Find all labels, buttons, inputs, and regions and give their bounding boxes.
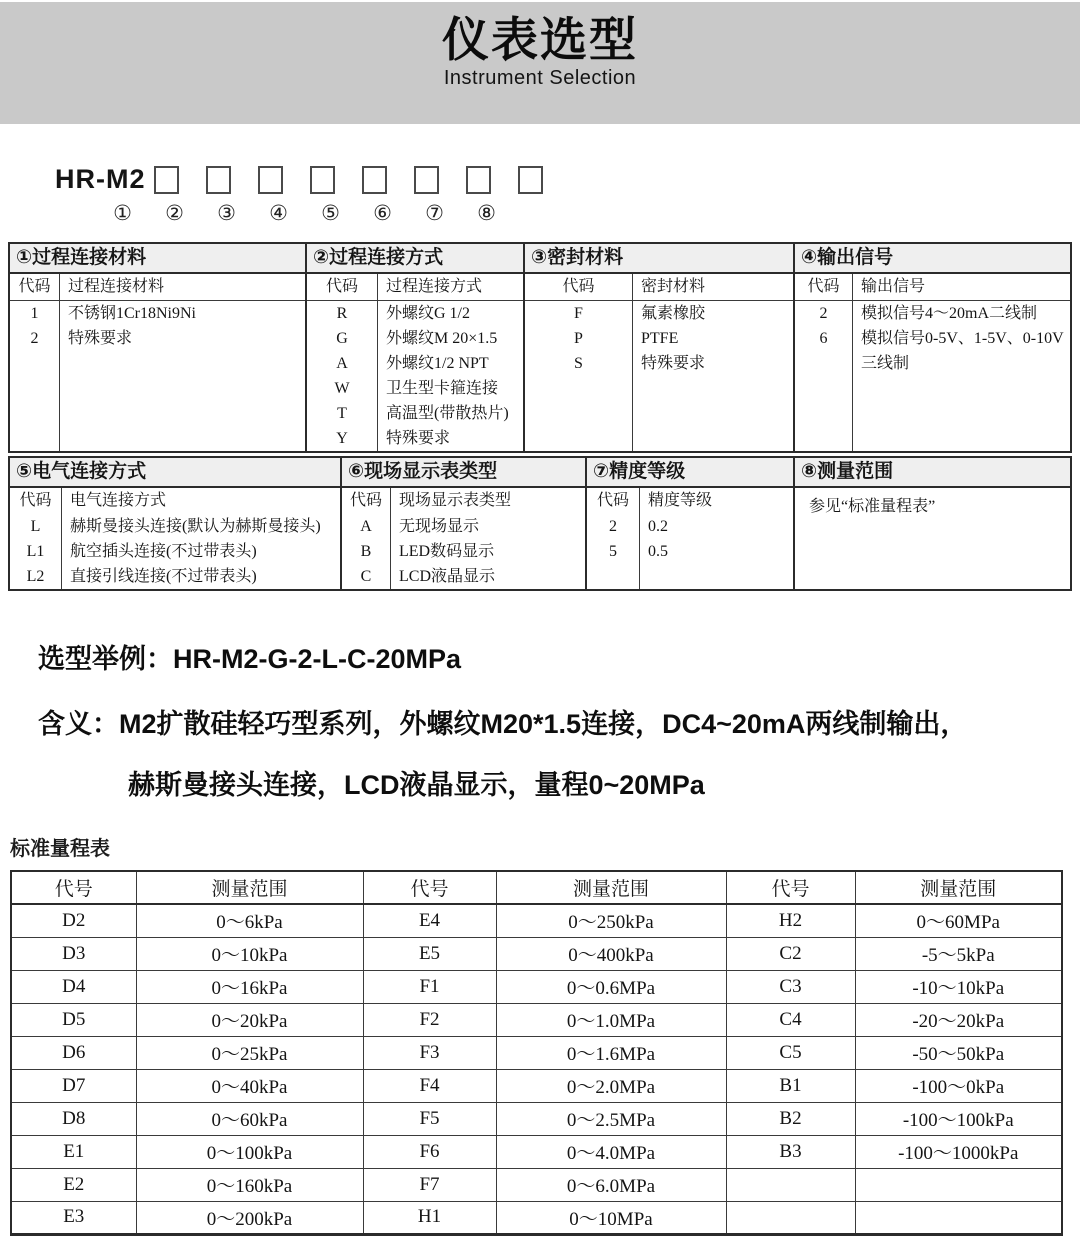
subheader-row xyxy=(587,488,793,514)
row-code: 6 xyxy=(819,330,828,347)
row-label: 外螺纹M 20×1.5 xyxy=(386,330,498,347)
cell: 0～400kPa xyxy=(496,937,726,970)
table-row xyxy=(11,1003,1062,1036)
section-body xyxy=(342,488,585,589)
table-row xyxy=(11,937,1062,970)
cell: 0～10MPa xyxy=(496,1201,726,1234)
cell: 0～40kPa xyxy=(136,1069,363,1102)
cell: B3 xyxy=(726,1135,855,1168)
label-header: 现场显示表类型 xyxy=(399,492,512,509)
cell: C4 xyxy=(726,1003,855,1036)
cell: C5 xyxy=(726,1036,855,1069)
cell: -5～5kPa xyxy=(855,937,1062,970)
cell: D8 xyxy=(11,1102,136,1135)
table-row xyxy=(11,1036,1062,1069)
row-label: 模拟信号4～20mA二线制 xyxy=(861,305,1038,322)
label-header: 过程连接方式 xyxy=(386,278,483,295)
table-row xyxy=(795,301,1070,326)
cell: 0～6kPa xyxy=(136,904,363,937)
section-accuracy-class xyxy=(587,458,795,589)
table-row xyxy=(342,514,585,539)
cell: F5 xyxy=(363,1102,496,1135)
subheader-row xyxy=(525,274,793,301)
range-header-row xyxy=(11,871,1062,904)
table-row xyxy=(307,376,523,401)
cell: 0～6.0MPa xyxy=(496,1168,726,1201)
example-line-1: 选型举例：HR-M2-G-2-L-C-20MPa xyxy=(38,644,462,674)
position-1: ① xyxy=(113,201,132,225)
cell: C3 xyxy=(726,970,855,1003)
row-label: 卫生型卡箍连接 xyxy=(386,380,499,397)
cell: 0～1.0MPa xyxy=(496,1003,726,1036)
cell: E2 xyxy=(11,1168,136,1201)
row-code: T xyxy=(337,405,347,422)
code-box-3 xyxy=(258,166,283,194)
table-row xyxy=(10,539,340,564)
model-code-boxes xyxy=(154,166,543,194)
table-row xyxy=(11,1168,1062,1201)
row-code: R xyxy=(336,305,348,322)
table-row xyxy=(525,326,793,351)
section-body xyxy=(10,488,340,589)
cell: H2 xyxy=(726,904,855,937)
table-row xyxy=(587,539,793,564)
row-code: B xyxy=(360,543,372,560)
cell: E3 xyxy=(11,1201,136,1234)
table-row xyxy=(11,1069,1062,1102)
table-row xyxy=(587,514,793,539)
row-code: L xyxy=(30,518,41,535)
cell: F7 xyxy=(363,1168,496,1201)
row-label-line2: 三线制 xyxy=(861,355,910,372)
section-title: ⑦精度等级 xyxy=(587,458,793,488)
cell: E4 xyxy=(363,904,496,937)
code-header: 代码 xyxy=(807,278,840,295)
section-body xyxy=(10,274,305,451)
table-row xyxy=(10,514,340,539)
section-title: ④输出信号 xyxy=(795,244,1070,274)
row-label: 外螺纹G 1/2 xyxy=(386,305,471,322)
cell: 0～160kPa xyxy=(136,1168,363,1201)
code-box-7 xyxy=(466,166,491,194)
row-code: L2 xyxy=(26,568,45,585)
row-label: 特殊要求 xyxy=(68,330,133,347)
cell: D2 xyxy=(11,904,136,937)
row-code: L1 xyxy=(26,543,45,560)
cell: 0～16kPa xyxy=(136,970,363,1003)
column-divider xyxy=(377,274,378,451)
model-code-row xyxy=(55,164,1080,195)
cell: F1 xyxy=(363,970,496,1003)
row-code: 2 xyxy=(609,518,617,535)
position-numbers xyxy=(110,201,1080,226)
column-divider xyxy=(639,488,640,589)
section-body xyxy=(587,488,793,589)
standard-range-table xyxy=(10,870,1063,1236)
row-label: 赫斯曼接头连接(默认为赫斯曼接头) xyxy=(70,518,321,535)
col-header: 代号 xyxy=(363,871,496,904)
cell: H1 xyxy=(363,1201,496,1234)
section-electrical-connection xyxy=(10,458,342,589)
cell: -20～20kPa xyxy=(855,1003,1062,1036)
col-header: 代号 xyxy=(11,871,136,904)
table-row xyxy=(525,351,793,376)
selection-table-1 xyxy=(8,242,1072,453)
table-row xyxy=(10,301,305,326)
cell xyxy=(726,1168,855,1201)
subheader-row xyxy=(10,488,340,514)
table-row xyxy=(307,301,523,326)
table-row xyxy=(307,326,523,351)
table-row xyxy=(10,564,340,589)
selection-table-2 xyxy=(8,456,1072,591)
title-banner xyxy=(0,2,1080,124)
col-header: 测量范围 xyxy=(855,871,1062,904)
cell xyxy=(855,1201,1062,1234)
code-box-1 xyxy=(154,166,179,194)
table-row xyxy=(307,401,523,426)
cell: 0～25kPa xyxy=(136,1036,363,1069)
col-header: 测量范围 xyxy=(136,871,363,904)
row-code: 2 xyxy=(30,330,39,347)
cell: D5 xyxy=(11,1003,136,1036)
table-row xyxy=(11,1135,1062,1168)
section-process-connection-material xyxy=(10,244,307,451)
column-divider xyxy=(390,488,391,589)
column-divider xyxy=(61,488,62,589)
cell: -100～0kPa xyxy=(855,1069,1062,1102)
cell: F4 xyxy=(363,1069,496,1102)
row-code: W xyxy=(334,380,350,397)
model-prefix: HR-M2 xyxy=(55,164,146,194)
label-header: 电气连接方式 xyxy=(70,492,167,509)
label-header: 密封材料 xyxy=(641,278,706,295)
code-header: 代码 xyxy=(18,278,51,295)
cell: F3 xyxy=(363,1036,496,1069)
section-measuring-range xyxy=(795,458,1070,589)
code-header: 代码 xyxy=(349,492,382,509)
code-header: 代码 xyxy=(325,278,358,295)
position-7: ⑦ xyxy=(425,201,444,225)
table-row xyxy=(795,326,1070,376)
code-header: 代码 xyxy=(596,492,629,509)
section-body xyxy=(795,488,1070,589)
cell: 0～0.6MPa xyxy=(496,970,726,1003)
position-5: ⑤ xyxy=(321,201,340,225)
row-code: Y xyxy=(336,430,348,447)
row-code: 1 xyxy=(30,305,39,322)
cell: B1 xyxy=(726,1069,855,1102)
table-row xyxy=(342,539,585,564)
cell: 0～2.5MPa xyxy=(496,1102,726,1135)
row-code: A xyxy=(336,355,348,372)
table-row xyxy=(307,426,523,451)
row-code: P xyxy=(574,330,583,347)
position-2: ② xyxy=(165,201,184,225)
cell: 0～2.0MPa xyxy=(496,1069,726,1102)
instrument-selection-page xyxy=(0,2,1080,1254)
cell: 0～100kPa xyxy=(136,1135,363,1168)
table-row xyxy=(525,301,793,326)
subheader-row xyxy=(795,274,1070,301)
row-label: 直接引线连接(不过带表头) xyxy=(70,568,257,585)
label-header: 精度等级 xyxy=(648,492,713,509)
cell: D3 xyxy=(11,937,136,970)
subheader-row xyxy=(307,274,523,301)
code-box-4 xyxy=(310,166,335,194)
row-code: A xyxy=(360,518,372,535)
section-body xyxy=(525,274,793,451)
label-header: 输出信号 xyxy=(861,278,926,295)
col-header: 测量范围 xyxy=(496,871,726,904)
row-label: LED数码显示 xyxy=(399,543,495,560)
cell: F6 xyxy=(363,1135,496,1168)
section-body xyxy=(307,274,523,451)
row-label: LCD液晶显示 xyxy=(399,568,496,585)
page-title: 仪表选型 xyxy=(442,13,638,66)
section-body xyxy=(795,274,1070,451)
row-label: PTFE xyxy=(641,330,679,347)
row-label: 特殊要求 xyxy=(641,355,706,372)
position-4: ④ xyxy=(269,201,288,225)
cell: -100～1000kPa xyxy=(855,1135,1062,1168)
table-row xyxy=(11,970,1062,1003)
section-title: ②过程连接方式 xyxy=(307,244,523,274)
column-divider xyxy=(632,274,633,451)
row-code: 5 xyxy=(609,543,617,560)
cell: 0～10kPa xyxy=(136,937,363,970)
example-line-3: 赫斯曼接头连接，LCD液晶显示，量程0~20MPa xyxy=(128,770,705,800)
row-code: S xyxy=(574,355,583,372)
label-header: 过程连接材料 xyxy=(68,278,165,295)
row-code: F xyxy=(574,305,583,322)
cell: 0～60MPa xyxy=(855,904,1062,937)
section-process-connection-type xyxy=(307,244,525,451)
row-code: G xyxy=(336,330,348,347)
row-code: 2 xyxy=(819,305,828,322)
code-box-2 xyxy=(206,166,231,194)
cell: D7 xyxy=(11,1069,136,1102)
section-title: ③密封材料 xyxy=(525,244,793,274)
section-title: ①过程连接材料 xyxy=(10,244,305,274)
cell: 0～4.0MPa xyxy=(496,1135,726,1168)
table-row xyxy=(10,326,305,351)
cell: B2 xyxy=(726,1102,855,1135)
row-label: 不锈钢1Cr18Ni9Ni xyxy=(68,305,197,322)
position-6: ⑥ xyxy=(373,201,392,225)
col-header: 代号 xyxy=(726,871,855,904)
table-row xyxy=(11,1102,1062,1135)
cell: D6 xyxy=(11,1036,136,1069)
cell: C2 xyxy=(726,937,855,970)
subheader-row xyxy=(342,488,585,514)
column-divider xyxy=(852,274,853,451)
cell: 0～200kPa xyxy=(136,1201,363,1234)
cell: E5 xyxy=(363,937,496,970)
table-row xyxy=(11,1201,1062,1234)
table-row xyxy=(11,904,1062,937)
row-label: 航空插头连接(不过带表头) xyxy=(70,543,257,560)
cell: F2 xyxy=(363,1003,496,1036)
page-subtitle: Instrument Selection xyxy=(443,67,637,89)
cell: -50～50kPa xyxy=(855,1036,1062,1069)
section-title: ⑧测量范围 xyxy=(795,458,1070,488)
code-box-6 xyxy=(414,166,439,194)
cell: E1 xyxy=(11,1135,136,1168)
section-title: ⑥现场显示表类型 xyxy=(342,458,585,488)
code-box-5 xyxy=(362,166,387,194)
row-label-line1: 模拟信号0-5V、1-5V、0-10V xyxy=(861,330,1064,347)
row-label xyxy=(852,326,1070,376)
cell: 0～1.6MPa xyxy=(496,1036,726,1069)
selection-example xyxy=(38,637,1080,802)
range-reference-note: 参见“标准量程表” xyxy=(809,498,936,515)
row-label: 0.5 xyxy=(648,543,668,560)
cell: 0～60kPa xyxy=(136,1102,363,1135)
row-label: 外螺纹1/2 NPT xyxy=(386,355,489,372)
section-title: ⑤电气连接方式 xyxy=(10,458,340,488)
section-output-signal xyxy=(795,244,1070,451)
row-label: 0.2 xyxy=(648,518,668,535)
table-row xyxy=(342,564,585,589)
table-row xyxy=(307,351,523,376)
subheader-row xyxy=(10,274,305,301)
cell xyxy=(855,1168,1062,1201)
cell: D4 xyxy=(11,970,136,1003)
section-seal-material xyxy=(525,244,795,451)
position-3: ③ xyxy=(217,201,236,225)
row-label: 特殊要求 xyxy=(386,430,451,447)
cell: 0～250kPa xyxy=(496,904,726,937)
cell: -10～10kPa xyxy=(855,970,1062,1003)
column-divider xyxy=(59,274,60,451)
row-code: C xyxy=(360,568,372,585)
section-display-type xyxy=(342,458,587,589)
code-header: 代码 xyxy=(19,492,52,509)
cell: 0～20kPa xyxy=(136,1003,363,1036)
example-line-2: 含义：M2扩散硅轻巧型系列，外螺纹M20*1.5连接，DC4~20mA两线制输出， xyxy=(38,709,968,739)
code-header: 代码 xyxy=(562,278,595,295)
row-label: 高温型(带散热片) xyxy=(386,405,509,422)
row-label: 无现场显示 xyxy=(399,518,480,535)
cell: -100～100kPa xyxy=(855,1102,1062,1135)
position-8: ⑧ xyxy=(477,201,496,225)
code-box-8 xyxy=(518,166,543,194)
row-label: 氟素橡胶 xyxy=(641,305,706,322)
cell xyxy=(726,1201,855,1234)
range-table-title: 标准量程表 xyxy=(10,838,110,860)
